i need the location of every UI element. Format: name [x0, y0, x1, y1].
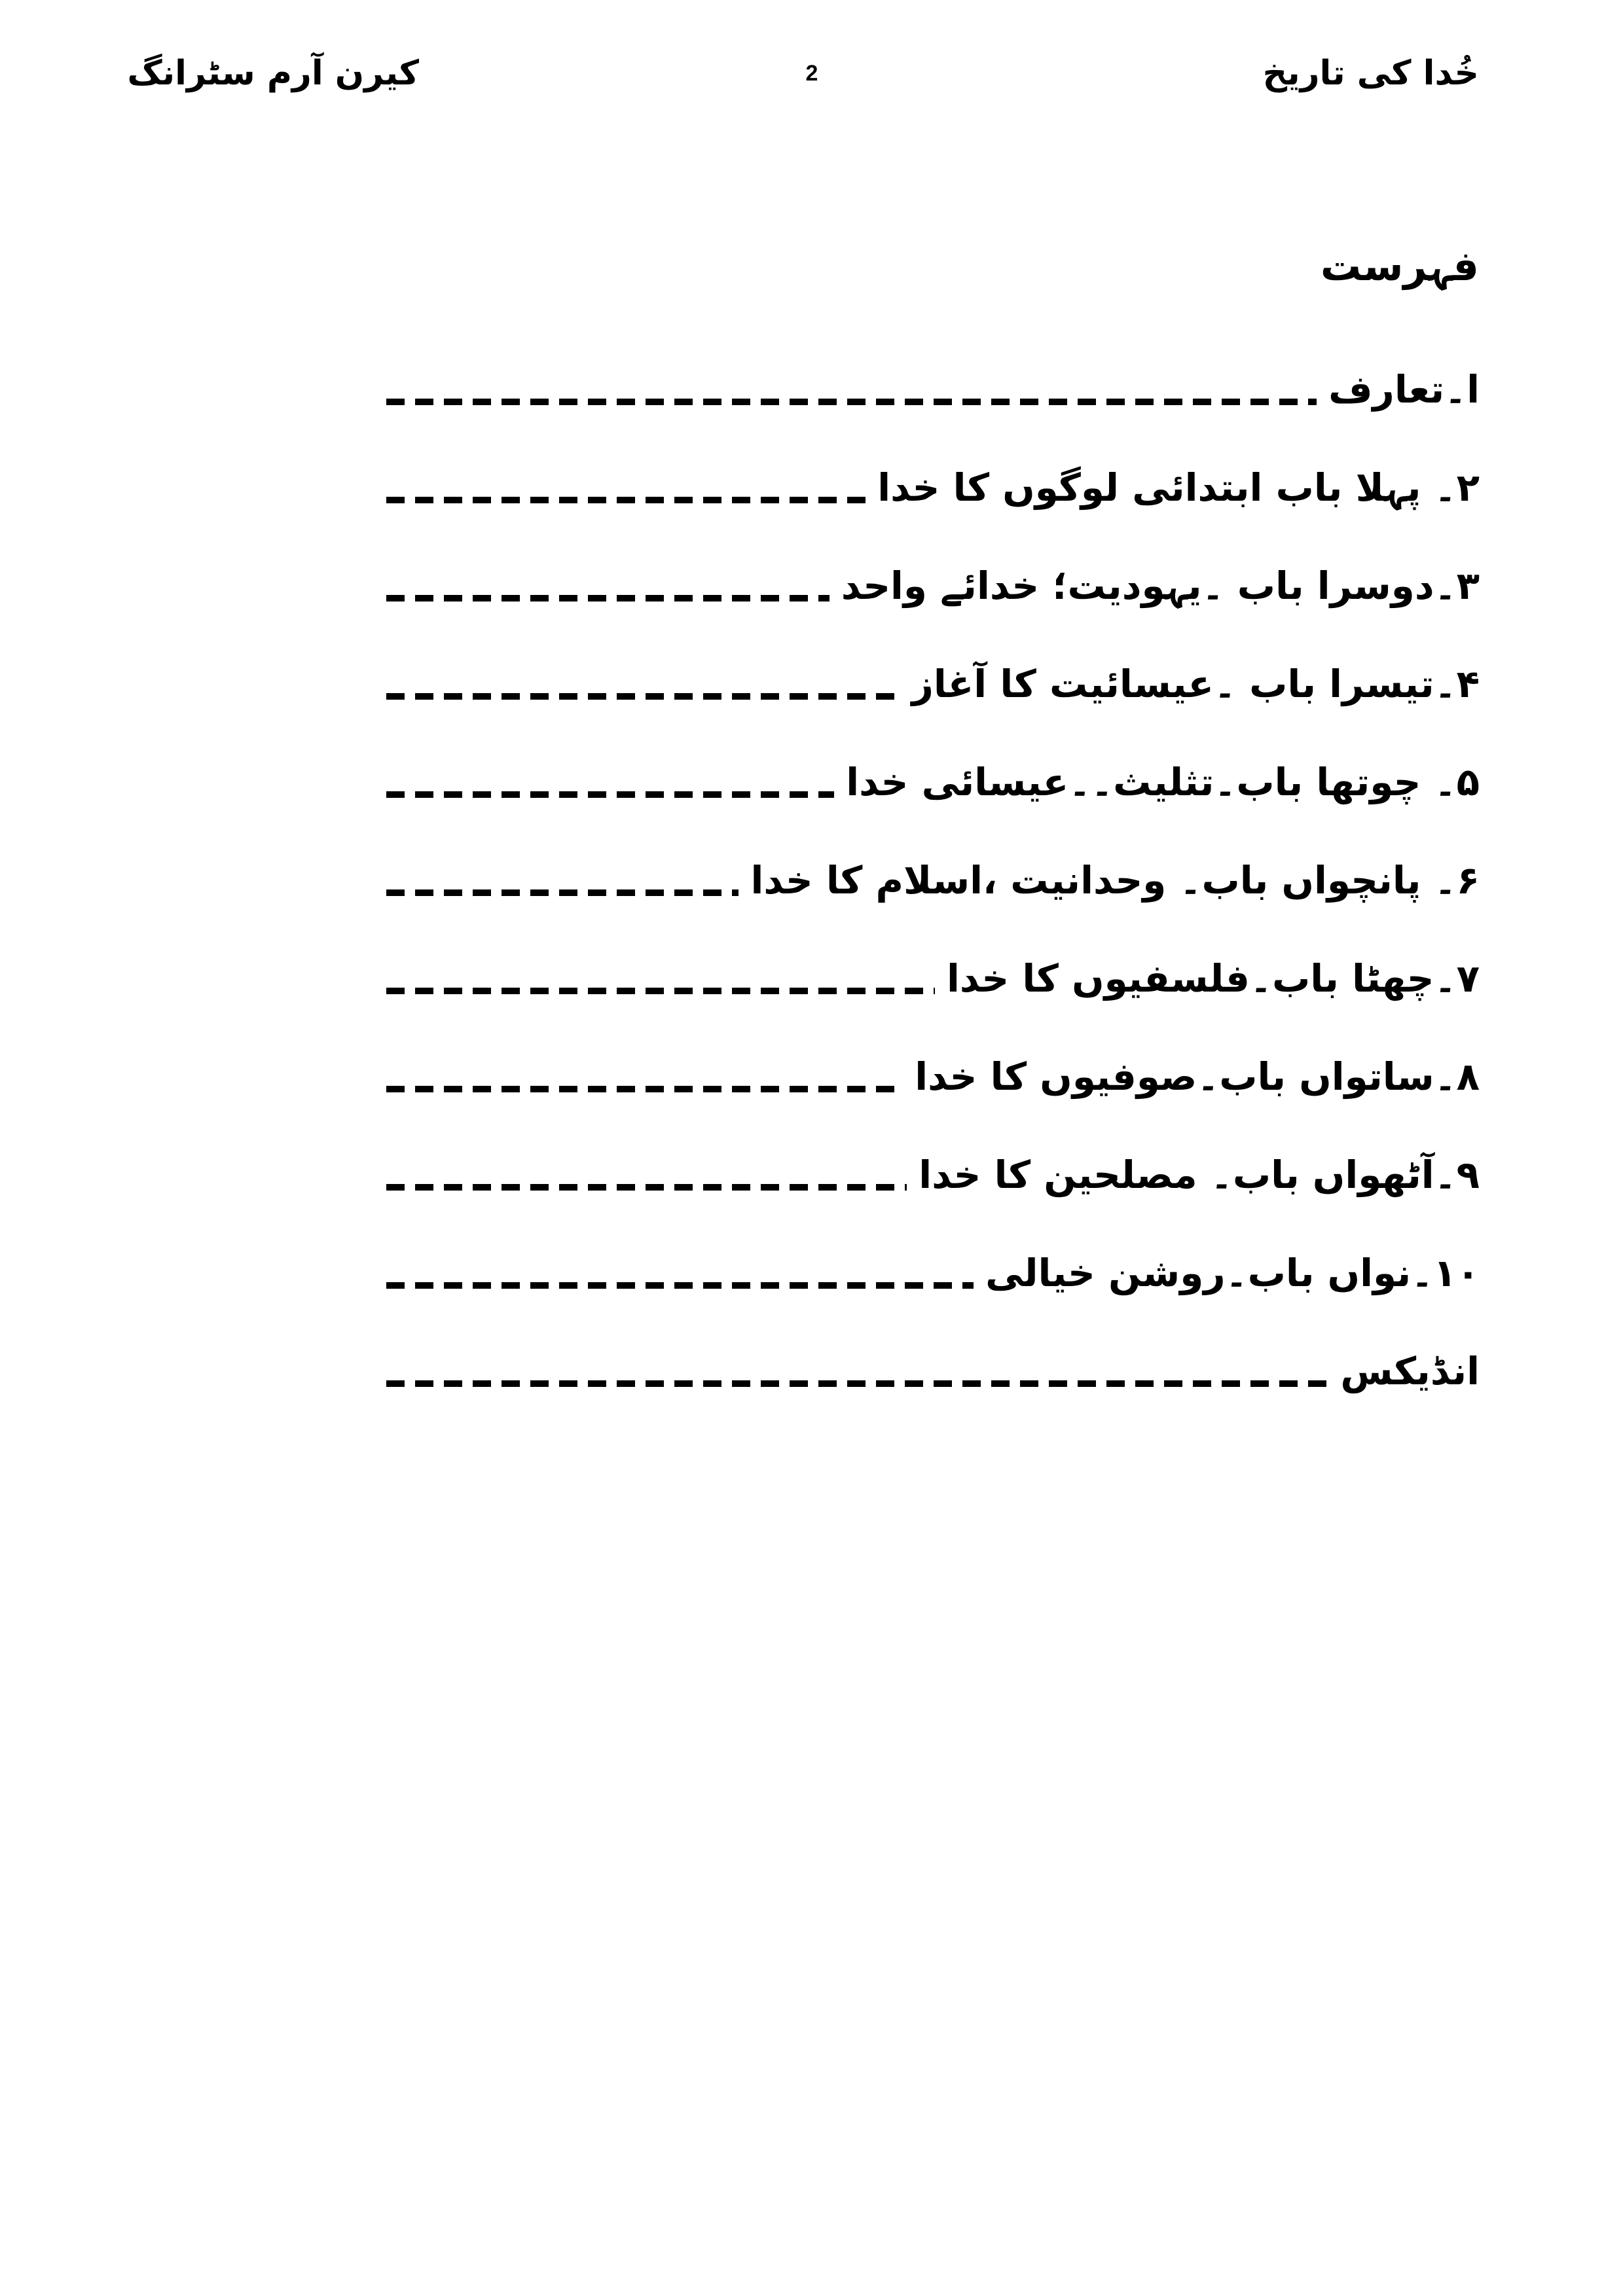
toc-entry [386, 635, 1480, 733]
toc-entry-label: ۷۔چھٹا باب۔فلسفیوں کا خدا [947, 956, 1480, 1001]
toc-entry [386, 1126, 1480, 1224]
toc-leader-dashes [386, 693, 900, 700]
toc-entry-label: انڈیکس [1340, 1349, 1480, 1393]
toc-leader-dashes [386, 1184, 907, 1191]
toc-entry [386, 340, 1480, 439]
toc-leader-dashes [386, 988, 935, 994]
toc-entry [386, 1028, 1480, 1126]
toc-leader-dashes [386, 497, 866, 503]
toc-entry-label: ۹۔آٹھواں باب۔ مصلحین کا خدا [919, 1153, 1480, 1197]
toc-entry-label: ۵۔ چوتھا باب۔تثلیث۔۔عیسائی خدا [846, 760, 1480, 804]
table-of-contents [386, 340, 1480, 1420]
toc-entry-label: ۶۔ پانچواں باب۔ وحدانیت ،اسلام کا خدا [750, 858, 1480, 903]
toc-leader-dashes [386, 399, 1317, 405]
toc-title: فہرست [1320, 242, 1479, 290]
toc-entry-label: ۲۔ پہلا باب ابتدائی لوگوں کا خدا [877, 465, 1480, 510]
toc-leader-dashes [386, 1086, 903, 1092]
toc-entry [386, 439, 1480, 537]
toc-entry [386, 831, 1480, 929]
toc-entry [386, 537, 1480, 635]
toc-entry [386, 733, 1480, 831]
header-book-title: خُدا کی تاریخ [1262, 54, 1479, 93]
toc-leader-dashes [386, 1380, 1328, 1387]
toc-leader-dashes [386, 1282, 974, 1289]
toc-entry [386, 929, 1480, 1028]
toc-leader-dashes [386, 595, 830, 601]
toc-entry [386, 1224, 1480, 1322]
toc-leader-dashes [386, 889, 739, 896]
toc-entry-label: ۳۔دوسرا باب ۔یہودیت؛ خدائے واحد [841, 564, 1480, 608]
toc-entry-label: ا۔تعارف [1328, 367, 1480, 412]
toc-entry-label: ۴۔تیسرا باب ۔عیسائیت کا آغاز [911, 662, 1480, 706]
page-number: 2 [805, 61, 818, 86]
toc-entry [386, 1322, 1480, 1420]
toc-entry-label: ۸۔ساتواں باب۔صوفیوں کا خدا [915, 1054, 1480, 1099]
toc-entry-label: ۱۰۔نواں باب۔روشن خیالی [985, 1251, 1480, 1295]
toc-leader-dashes [386, 791, 834, 798]
header-author: کیرن آرم سٹرانگ [127, 54, 419, 93]
